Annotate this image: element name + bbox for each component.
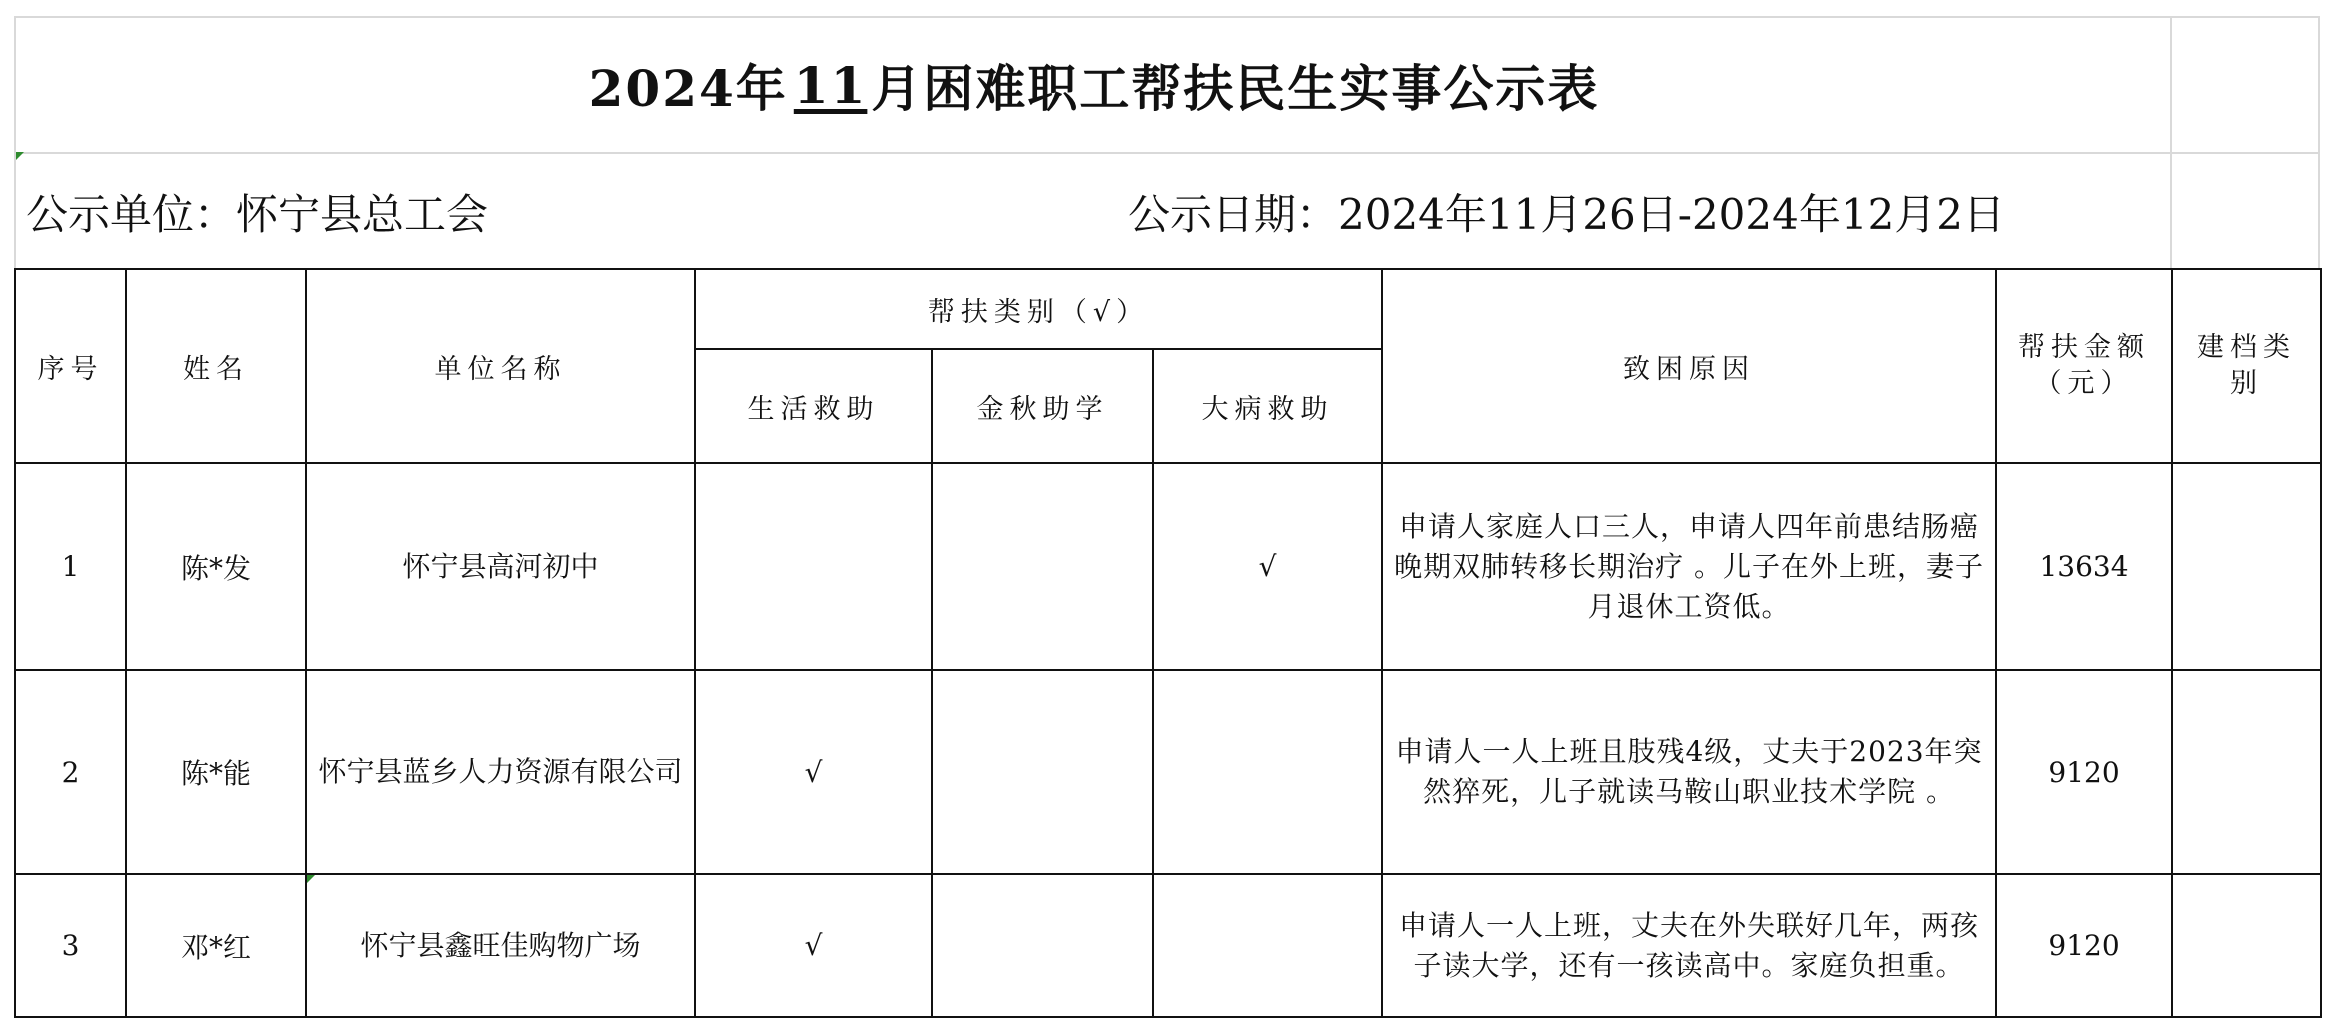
cell-school bbox=[932, 874, 1153, 1017]
cell-seq: 2 bbox=[15, 670, 126, 874]
cell-file-type bbox=[2172, 874, 2321, 1017]
page-title bbox=[14, 18, 2174, 152]
cell-living: √ bbox=[695, 670, 932, 874]
header-reason: 致困原因 bbox=[1382, 269, 1996, 463]
cell-name: 陈*发 bbox=[126, 463, 306, 670]
cell-comment-marker bbox=[307, 875, 315, 883]
header-cat-living: 生活救助 bbox=[695, 349, 932, 463]
cell-name: 邓*红 bbox=[126, 874, 306, 1017]
cell-file-type bbox=[2172, 670, 2321, 874]
cell-seq: 3 bbox=[15, 874, 126, 1017]
cell-unit-text: 怀宁县鑫旺佳购物广场 bbox=[360, 928, 641, 962]
cell-living bbox=[695, 463, 932, 670]
title-suffix: 月困难职工帮扶民生实事公示表 bbox=[871, 59, 1600, 118]
header-amount: 帮扶金额（元） bbox=[1996, 269, 2172, 463]
cell-illness bbox=[1153, 670, 1382, 874]
header-row bbox=[15, 269, 2321, 349]
header-file-type: 建档类别 bbox=[2172, 269, 2321, 463]
cell-name: 陈*能 bbox=[126, 670, 306, 874]
grid-line bbox=[14, 152, 2320, 154]
cell-reason: 申请人一人上班，丈夫在外失联好几年，两孩子读大学，还有一孩读高中。家庭负担重。 bbox=[1382, 874, 1996, 1017]
cell-reason: 申请人家庭人口三人，申请人四年前患结肠癌晚期双肺转移长期治疗 。儿子在外上班，妻子月退休工资低。 bbox=[1382, 463, 1996, 670]
header-name: 姓名 bbox=[126, 269, 306, 463]
title-prefix: 2024年 bbox=[588, 59, 788, 118]
assistance-table bbox=[14, 268, 2322, 1018]
table-row bbox=[15, 874, 2321, 1017]
title-month: 11 bbox=[793, 55, 868, 115]
cell-reason: 申请人一人上班且肢残4级，丈夫于2023年突然猝死，儿子就读马鞍山职业技术学院 。 bbox=[1382, 670, 1996, 874]
table-row bbox=[15, 670, 2321, 874]
cell-amount: 9120 bbox=[1996, 670, 2172, 874]
table-row bbox=[15, 463, 2321, 670]
publisher-unit: 公示单位：怀宁县总工会 bbox=[26, 190, 489, 239]
publish-date-range: 公示日期：2024年11月26日-2024年12月2日 bbox=[1128, 190, 2006, 239]
header-cat-illness: 大病救助 bbox=[1153, 349, 1382, 463]
cell-unit bbox=[306, 874, 695, 1017]
cell-amount: 13634 bbox=[1996, 463, 2172, 670]
cell-unit: 怀宁县蓝乡人力资源有限公司 bbox=[306, 670, 695, 874]
header-cat-school: 金秋助学 bbox=[932, 349, 1153, 463]
grid-line bbox=[2318, 16, 2320, 268]
header-unit: 单位名称 bbox=[306, 269, 695, 463]
cell-file-type bbox=[2172, 463, 2321, 670]
cell-seq: 1 bbox=[15, 463, 126, 670]
cell-illness bbox=[1153, 874, 1382, 1017]
cell-unit: 怀宁县高河初中 bbox=[306, 463, 695, 670]
header-category: 帮扶类别（√） bbox=[695, 269, 1382, 349]
header-seq: 序号 bbox=[15, 269, 126, 463]
cell-school bbox=[932, 463, 1153, 670]
cell-amount: 9120 bbox=[1996, 874, 2172, 1017]
cell-school bbox=[932, 670, 1153, 874]
cell-living: √ bbox=[695, 874, 932, 1017]
cell-comment-marker bbox=[16, 152, 24, 160]
cell-illness: √ bbox=[1153, 463, 1382, 670]
